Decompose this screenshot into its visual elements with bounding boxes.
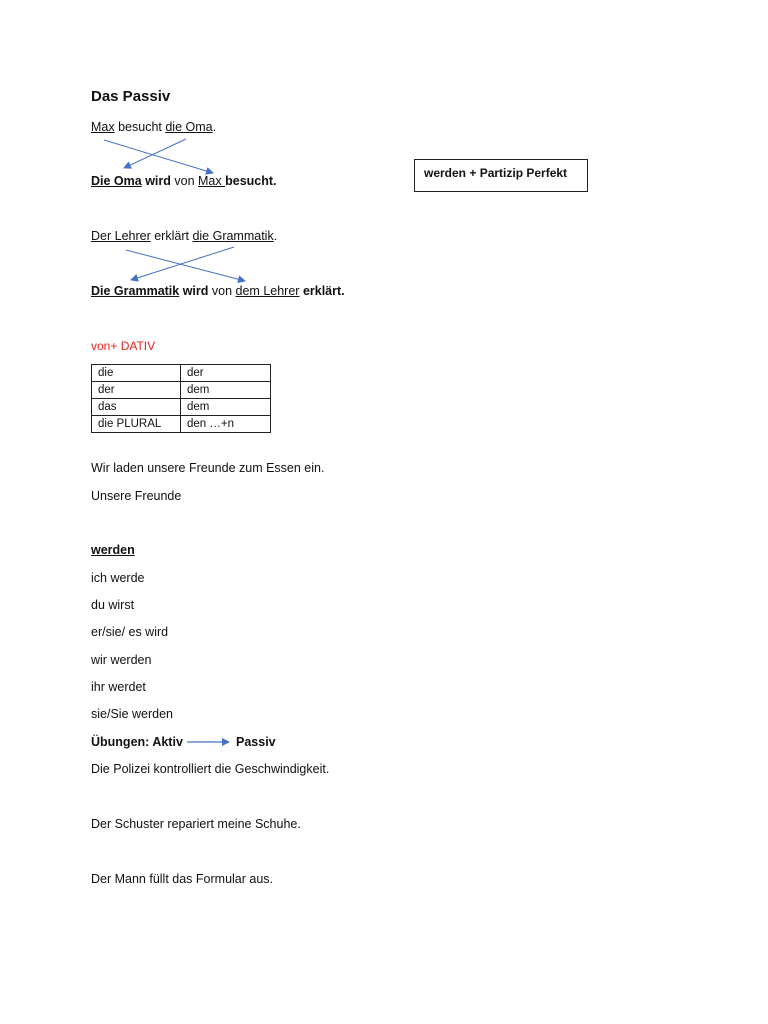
example1-passive-participle: besucht. (225, 174, 277, 188)
example2-passive-von: von (211, 284, 236, 298)
table-cell: der (181, 365, 271, 382)
table-row (92, 416, 271, 433)
table-row (92, 399, 271, 416)
table-cell: dem (181, 382, 271, 399)
example2-active-verb: erklärt (150, 229, 193, 243)
example2-active-sentence (91, 228, 277, 244)
exercise-sentence-3: Der Mann füllt das Formular aus. (91, 872, 274, 886)
conjugation-sie: sie/Sie werden (91, 707, 173, 721)
example1-active-sentence (91, 119, 216, 135)
table-row (92, 382, 271, 399)
table-cell: den …+n (181, 416, 271, 433)
arrow-object-to-subject-1 (124, 139, 186, 168)
example2-active-subject: Der Lehrer (91, 229, 151, 243)
conjugation-ihr: ihr werdet (91, 680, 146, 694)
sentence-freunde: Wir laden unsere Freunde zum Essen ein. (91, 461, 325, 475)
example2-passive-participle: erklärt. (299, 284, 345, 298)
example2-active-object: die Grammatik (192, 229, 274, 243)
example2-passive-agent: dem Lehrer (235, 284, 300, 298)
conjugation-ich: ich werde (91, 571, 145, 585)
formula-box: werden + Partizip Perfekt (414, 159, 588, 192)
conjugation-du: du wirst (91, 598, 135, 612)
example2-passive-wird: wird (179, 284, 212, 298)
von-dativ-label: von+ DATIV (91, 339, 156, 353)
exercises-heading: Übungen: Aktiv (91, 735, 183, 749)
table-cell: das (92, 399, 181, 416)
example1-active-verb: besucht (114, 120, 166, 134)
arrow-object-to-subject-2 (131, 247, 234, 280)
example1-passive-subject: Die Oma (91, 174, 142, 188)
example2-passive-subject: Die Grammatik (91, 284, 180, 298)
example1-active-subject: Max (91, 120, 115, 134)
table-cell: dem (181, 399, 271, 416)
table-row (92, 365, 271, 382)
table-cell: die PLURAL (92, 416, 181, 433)
example2-passive-sentence (91, 283, 345, 299)
arrow-subject-to-agent-2 (126, 250, 245, 281)
werden-heading: werden (91, 543, 135, 557)
example1-passive-von: von (174, 174, 199, 188)
table-cell: der (92, 382, 181, 399)
example1-active-end: . (212, 120, 217, 134)
conjugation-er-sie-es: er/sie/ es wird (91, 625, 169, 639)
example2-active-end: . (273, 229, 278, 243)
sentence-unsere-freunde: Unsere Freunde (91, 489, 182, 503)
conjugation-wir: wir werden (91, 653, 152, 667)
exercises-target: Passiv (236, 735, 276, 749)
exercise-sentence-1: Die Polizei kontrolliert die Geschwindigkeit. (91, 762, 330, 776)
example1-passive-agent: Max (198, 174, 226, 188)
example1-active-object: die Oma (165, 120, 213, 134)
table-cell: die (92, 365, 181, 382)
example1-passive-wird: wird (141, 174, 175, 188)
arrow-subject-to-agent-1 (104, 140, 213, 173)
example1-passive-sentence (91, 173, 277, 189)
dativ-table (91, 364, 271, 433)
page-title: Das Passiv (91, 88, 171, 105)
exercise-sentence-2: Der Schuster repariert meine Schuhe. (91, 817, 301, 831)
